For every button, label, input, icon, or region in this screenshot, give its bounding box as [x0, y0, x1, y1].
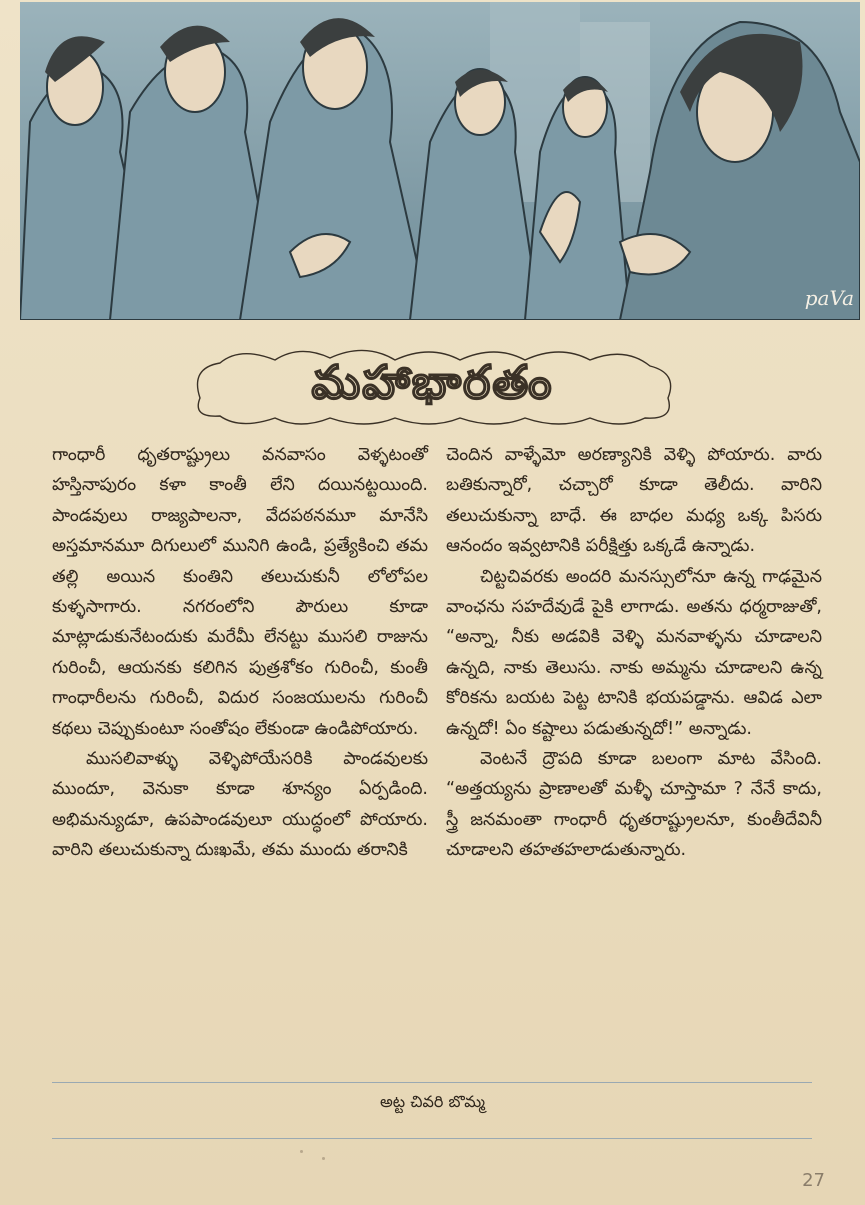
left-column — [52, 440, 428, 860]
paper-speck — [300, 1150, 303, 1153]
article-body — [52, 440, 822, 860]
paragraph: ముసలివాళ్ళు వెళ్ళిపోయేసరికి పాండవులకు ముందూ, వెనుకా కూడా శూన్యం ఏర్పడింది. అభిమన్యుడూ, ఉపపాండవులూ యుద్ధంలో పోయారు. వారిని తలుచుకున్నా దుఃఖమే, తమ ముందు తరానికి — [52, 749, 428, 861]
paragraph: చిట్టచివరకు అందరి మనస్సులోనూ ఉన్న గాఢమైన వాంఛను సహదేవుడే పైకి లాగాడు. అతను ధర్మరాజుతో, “అన్నా, నీకు అడవికి వెళ్ళి మనవాళ్ళను చూడాలని ఉన్నది, నాకు తెలుసు. నాకు అమ్మను చూడాలని ఉన్న కోరికను బయట పెట్ట టానికి భయపడ్డాను. ఆవిడ ఎలా ఉన్నదో! ఏం కష్టాలు పడుతున్నదో!” అన్నాడు. — [446, 566, 822, 739]
caption: అట్ట చివరి బొమ్మ — [380, 1092, 485, 1111]
paper-speck — [322, 1157, 325, 1160]
page-title — [180, 338, 685, 428]
illustration-artwork — [20, 2, 860, 320]
title-text: మహాభారతం — [311, 355, 554, 409]
paragraph: వెంటనే ద్రౌపది కూడా బలంగా మాట వేసింది. “అత్తయ్యను ప్రాణాలతో మళ్ళీ చూస్తామా ? నేనే కాదు, స్త్రీ జనమంతా గాంధారీ ధృతరాష్ట్రులనూ, కుంతీదేవినీ చూడాలని తహతహలాడుతున్నారు. — [446, 749, 822, 861]
paragraph: చెందిన వాళ్ళేమో అరణ్యానికి వెళ్ళి పోయారు. వారు బతికున్నారో, చచ్చారో కూడా తెలీదు. వారిని తలుచుకున్నా బాధే. ఈ బాధల మధ్య ఒక్క పిసరు ఆనందం ఇవ్వటానికి పరీక్షిత్తు ఒక్కడే ఉన్నాడు. — [446, 445, 822, 557]
paragraph: గాంధారీ ధృతరాష్ట్రులు వనవాసం వెళ్ళటంతో హస్తినాపురం కళా కాంతీ లేని దయినట్టయింది. పాండవులు రాజ్యపాలనా, వేదపఠనమూ మానేసి అస్తమానమూ దిగులులో మునిగి ఉండి, ప్రత్యేకించి తమ తల్లి అయిన కుంతిని తలుచుకునీ లోలోపల కుళ్ళసాగారు. నగరంలోని పౌరులు కూడా మాట్లాడుకునేటందుకు మరేమీ లేనట్టు ముసలి రాజును గురించీ, ఆయనకు కలిగిన పుత్రశోకం గురించీ, కుంతీ గాంధారీలను గురించీ, విదుర సంజయులను గురించీ కథలు చెప్పుకుంటూ సంతోషం లేకుండా ఉండిపోయారు. — [52, 445, 428, 739]
page-number: 27 — [802, 1170, 825, 1191]
artist-signature: paVa — [804, 286, 854, 310]
header-illustration — [20, 2, 860, 320]
right-column — [446, 440, 822, 860]
divider-bottom — [52, 1138, 812, 1139]
divider-top — [52, 1082, 812, 1083]
